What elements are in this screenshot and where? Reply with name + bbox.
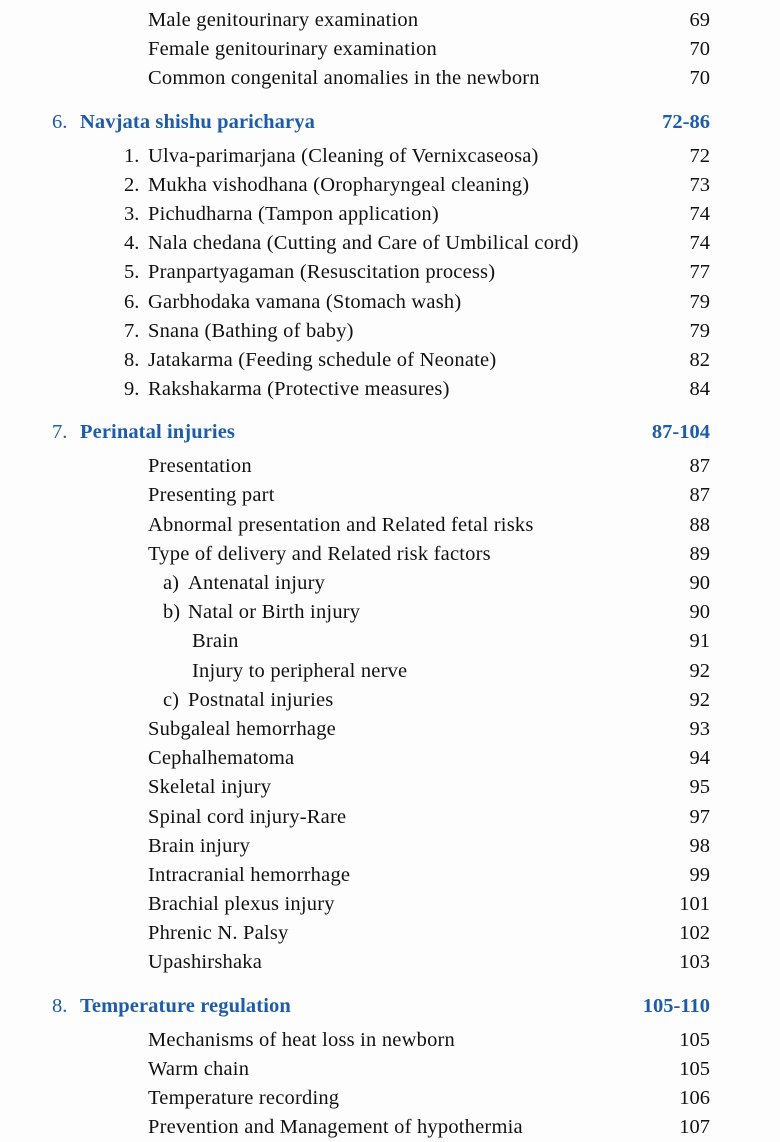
entry-number: 1.	[124, 144, 140, 167]
entry-title[interactable]: Upashirshaka	[148, 951, 263, 974]
chapter-title[interactable]: Navjata shishu paricharya	[80, 110, 315, 133]
entry-number: 2.	[124, 173, 140, 196]
entry-page-number: 77	[689, 261, 710, 284]
entry-title[interactable]: Natal or Birth injury	[188, 601, 361, 624]
entry-page-number: 70	[689, 38, 710, 61]
toc-entry-row[interactable]	[0, 773, 780, 802]
entry-title[interactable]: Mechanisms of heat loss in newborn	[148, 1028, 456, 1051]
entry-title[interactable]: Pranpartyagaman (Resuscitation process)	[148, 261, 496, 284]
chapter-title[interactable]: Temperature regulation	[80, 994, 291, 1017]
toc-entry-row[interactable]	[0, 346, 780, 375]
toc-entry-row[interactable]	[0, 948, 780, 977]
toc-entry-row[interactable]	[0, 375, 780, 404]
toc-entry-row[interactable]	[0, 35, 780, 64]
toc-entry-row[interactable]	[0, 64, 780, 93]
entry-title[interactable]: Brachial plexus injury	[148, 893, 335, 916]
toc-entry-row[interactable]	[0, 832, 780, 861]
entry-title[interactable]: Jatakarma (Feeding schedule of Neonate)	[148, 348, 497, 371]
chapter-number: 8.	[52, 994, 68, 1017]
entry-page-number: 82	[689, 348, 710, 371]
entry-title[interactable]: Spinal cord injury-Rare	[148, 805, 347, 828]
chapter-page-range: 105-110	[642, 994, 710, 1017]
chapter-title[interactable]: Perinatal injuries	[80, 421, 236, 444]
toc-entry-row[interactable]	[0, 6, 780, 35]
toc-entry-row[interactable]	[0, 540, 780, 569]
toc-entry-row[interactable]	[0, 657, 780, 686]
entry-title[interactable]: Snana (Bathing of baby)	[148, 319, 354, 342]
entry-page-number: 74	[689, 202, 710, 225]
toc-entry-row[interactable]	[0, 1026, 780, 1055]
entry-page-number: 89	[689, 542, 710, 565]
toc-entry-row[interactable]	[0, 511, 780, 540]
toc-entry-row[interactable]	[0, 288, 780, 317]
toc-entry-row[interactable]	[0, 890, 780, 919]
entry-title[interactable]: Injury to peripheral nerve	[192, 659, 408, 682]
entry-title[interactable]: Intracranial hemorrhage	[148, 863, 351, 886]
entry-page-number: 94	[689, 747, 710, 770]
entry-page-number: 91	[689, 630, 710, 653]
entry-title[interactable]: Warm chain	[148, 1057, 250, 1080]
toc-entry-row[interactable]	[0, 715, 780, 744]
entry-page-number: 92	[689, 659, 710, 682]
entry-title[interactable]: Nala chedana (Cutting and Care of Umbilical cord)	[148, 232, 579, 255]
chapter-page-range: 72-86	[662, 110, 710, 133]
entry-title[interactable]: Prevention and Management of hypothermia	[148, 1116, 523, 1139]
entry-title[interactable]: Male genitourinary examination	[148, 9, 419, 31]
entry-page-number: 93	[689, 717, 710, 740]
entry-page-number: 69	[689, 9, 710, 31]
entry-title[interactable]: Garbhodaka vamana (Stomach wash)	[148, 290, 462, 313]
entry-number: b)	[163, 601, 181, 624]
toc-entry-row[interactable]	[0, 171, 780, 200]
entry-title[interactable]: Mukha vishodhana (Oropharyngeal cleaning)	[148, 173, 530, 196]
entry-page-number: 90	[689, 601, 710, 624]
entry-page-number: 101	[679, 893, 710, 916]
entry-title[interactable]: Abnormal presentation and Related fetal risks	[148, 513, 534, 536]
entry-number: 4.	[124, 232, 140, 255]
entry-title[interactable]: Presenting part	[148, 484, 275, 507]
toc-entry-row[interactable]	[0, 452, 780, 481]
entry-page-number: 92	[689, 688, 710, 711]
entry-title[interactable]: Ulva-parimarjana (Cleaning of Vernixcaseosa)	[148, 144, 539, 167]
entry-title[interactable]: Phrenic N. Palsy	[148, 922, 289, 945]
entry-title[interactable]: Antenatal injury	[188, 572, 326, 594]
toc-entry-row[interactable]	[0, 744, 780, 773]
toc-entry-row[interactable]	[0, 861, 780, 890]
entry-page-number: 106	[679, 1087, 710, 1109]
entry-title[interactable]: Postnatal injuries	[188, 688, 334, 711]
toc-entry-row[interactable]	[0, 258, 780, 287]
entry-title[interactable]: Pichudharna (Tampon application)	[148, 202, 439, 225]
toc-entry-row[interactable]	[0, 200, 780, 229]
entry-page-number: 87	[689, 484, 710, 507]
toc-entry-row[interactable]	[0, 229, 780, 258]
entry-title[interactable]: Female genitourinary examination	[148, 38, 437, 61]
entry-page-number: 70	[689, 67, 710, 90]
toc-entry-row[interactable]	[0, 481, 780, 510]
entry-page-number: 103	[679, 951, 710, 974]
toc-chapter-row[interactable]	[0, 987, 780, 1026]
chapter-number: 6.	[52, 110, 68, 133]
entry-title[interactable]: Common congenital anomalies in the newborn	[148, 67, 540, 90]
entry-page-number: 79	[689, 319, 710, 342]
entry-number: 6.	[124, 290, 140, 313]
toc-entry-row[interactable]	[0, 569, 780, 598]
entry-title[interactable]: Type of delivery and Related risk factors	[148, 542, 491, 565]
entry-page-number: 90	[689, 572, 710, 594]
entry-title[interactable]: Skeletal injury	[148, 776, 272, 799]
entry-page-number: 87	[689, 455, 710, 478]
toc-entry-row[interactable]	[0, 1113, 780, 1142]
entry-number: 8.	[124, 348, 140, 371]
entry-number: a)	[163, 572, 179, 594]
toc-entry-row[interactable]	[0, 1055, 780, 1084]
entry-page-number: 105	[679, 1057, 710, 1080]
entry-page-number: 73	[689, 173, 710, 196]
toc-entry-row[interactable]	[0, 142, 780, 171]
entry-number: 7.	[124, 319, 140, 342]
toc-entry-row[interactable]	[0, 803, 780, 832]
toc-entry-row[interactable]	[0, 598, 780, 627]
entry-page-number: 74	[689, 232, 710, 255]
toc-entry-row[interactable]	[0, 627, 780, 656]
entry-page-number: 102	[679, 922, 710, 945]
toc-chapter-row[interactable]	[0, 103, 780, 142]
chapter-page-range: 87-104	[651, 421, 710, 444]
entry-number: c)	[163, 688, 179, 711]
entry-number: 3.	[124, 202, 140, 225]
toc-entry-row[interactable]	[0, 1084, 780, 1113]
toc-chapter-row[interactable]	[0, 413, 780, 452]
entry-page-number: 97	[689, 805, 710, 828]
entry-page-number: 88	[689, 513, 710, 536]
entry-page-number: 84	[689, 378, 710, 401]
entry-title[interactable]: Rakshakarma (Protective measures)	[148, 378, 450, 401]
entry-title[interactable]: Brain injury	[148, 834, 251, 857]
toc-entry-row[interactable]	[0, 317, 780, 346]
entry-page-number: 99	[689, 863, 710, 886]
entry-number: 9.	[124, 378, 140, 401]
entry-page-number: 79	[689, 290, 710, 313]
entry-title[interactable]: Brain	[192, 630, 239, 653]
entry-page-number: 107	[679, 1116, 710, 1139]
entry-title[interactable]: Presentation	[148, 455, 252, 478]
entry-title[interactable]: Cephalhematoma	[148, 747, 295, 770]
entry-number: 5.	[124, 261, 140, 284]
toc-entry-row[interactable]	[0, 686, 780, 715]
entry-title[interactable]: Temperature recording	[148, 1087, 340, 1109]
entry-page-number: 98	[689, 834, 710, 857]
chapter-number: 7.	[52, 421, 68, 444]
toc-entry-row[interactable]	[0, 919, 780, 948]
entry-page-number: 105	[679, 1028, 710, 1051]
entry-page-number: 72	[689, 144, 710, 167]
entry-title[interactable]: Subgaleal hemorrhage	[148, 717, 336, 740]
entry-page-number: 95	[689, 776, 710, 799]
